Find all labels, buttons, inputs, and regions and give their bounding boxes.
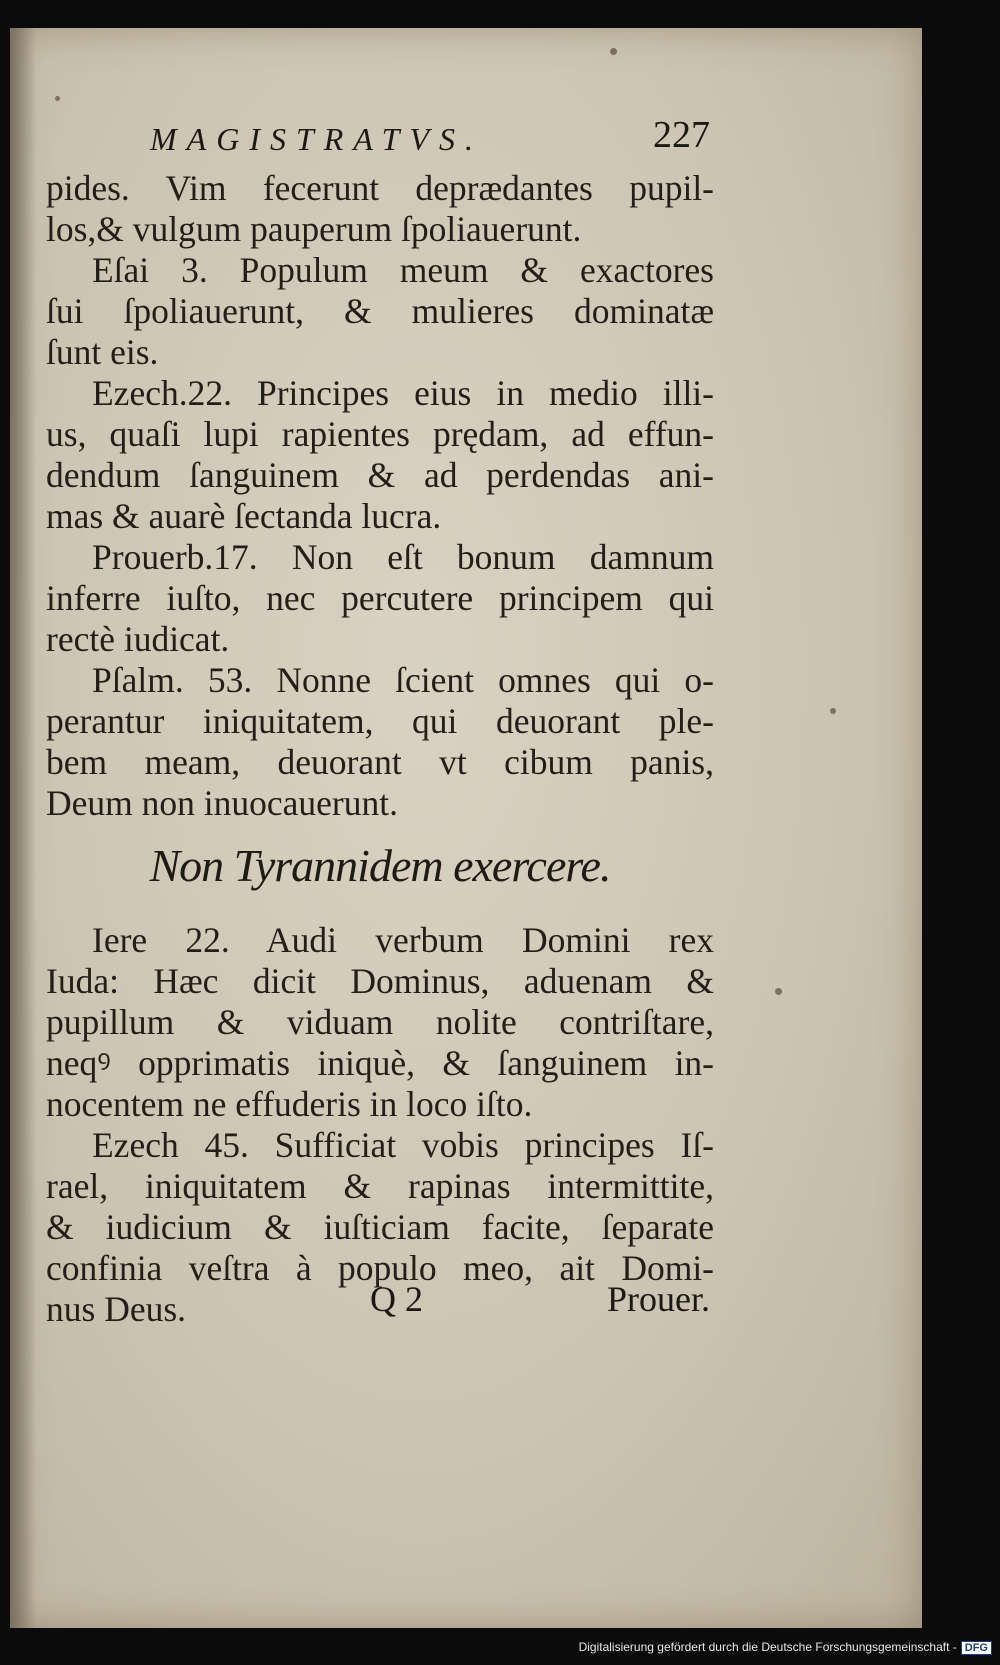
text-line: & iudicium & iuſticiam facite, ſeparate (46, 1207, 714, 1247)
paragraph (46, 168, 714, 250)
paragraph (46, 250, 714, 373)
signature-mark: Q 2 (370, 1279, 423, 1319)
text-line: confinia veſtra à populo meo, ait Domi- (46, 1248, 714, 1288)
text-block-after (46, 920, 714, 1330)
page-body (46, 168, 714, 1330)
text-line: Iuda: Hæc dicit Dominus, aduenam & (46, 961, 714, 1001)
text-line: perantur iniquitatem, qui deuorant ple- (46, 701, 714, 741)
paragraph (46, 537, 714, 660)
text-line: bem meam, deuorant vt cibum panis, (46, 742, 714, 782)
text-line: nocentem ne effuderis in loco iſto. (46, 1084, 533, 1124)
text-line: Deum non inuocauerunt. (46, 783, 398, 823)
text-line: mas & auarè ſectanda lucra. (46, 496, 442, 536)
text-line: los,& vulgum pauperum ſpoliauerunt. (46, 209, 582, 249)
paragraph (46, 660, 714, 824)
text-line: nus Deus. (46, 1289, 187, 1329)
text-line: ſui ſpoliauerunt, & mulieres dominatæ (46, 291, 714, 331)
paragraph (46, 920, 714, 1125)
credit-text: Digitalisierung gefördert durch die Deutsche Forschungsgemeinschaft - (578, 1640, 957, 1654)
paper-speck (830, 708, 836, 714)
text-line: Ezech 45. Sufficiat vobis principes Iſ- (92, 1125, 714, 1165)
page-footer (370, 1278, 710, 1328)
text-line: Pſalm. 53. Nonne ſcient omnes qui o- (92, 660, 714, 700)
text-block-before (46, 168, 714, 824)
paper-speck (55, 96, 60, 101)
text-line: Eſai 3. Populum meum & exactores (92, 250, 714, 290)
text-line: rectè iudicat. (46, 619, 230, 659)
paper-speck (610, 48, 617, 55)
text-line: neqꝰ opprimatis iniquè, & ſanguinem in- (46, 1043, 714, 1083)
text-line: Prouerb.17. Non eſt bonum damnum (92, 537, 714, 577)
page-spine-shadow (10, 28, 36, 1628)
catchword: Prouer. (607, 1279, 710, 1319)
text-line: inferre iuſto, nec percutere principem qui (46, 578, 714, 618)
text-line: us, quaſi lupi rapientes prędam, ad effun- (46, 414, 714, 454)
digitization-credit (579, 1640, 992, 1655)
paper-speck (775, 988, 782, 995)
text-line: Ezech.22. Principes eius in medio illi- (92, 373, 714, 413)
text-line: pupillum & viduam nolite contriſtare, (46, 1002, 714, 1042)
page-header (150, 113, 710, 169)
text-line: dendum ſanguinem & ad perdendas ani- (46, 455, 714, 495)
text-line: Iere 22. Audi verbum Domini rex (92, 920, 714, 960)
text-line: pides. Vim fecerunt deprædantes pupil- (46, 168, 714, 208)
dfg-logo: DFG (961, 1641, 992, 1655)
running-title: MAGISTRATVS. (150, 121, 484, 157)
text-line: rael, iniquitatem & rapinas intermittite, (46, 1166, 714, 1206)
book-page (10, 28, 922, 1628)
text-line: ſunt eis. (46, 332, 159, 372)
paragraph (46, 373, 714, 537)
page-number: 227 (653, 114, 710, 156)
section-heading: Non Tyrannidem exercere. (149, 840, 611, 891)
